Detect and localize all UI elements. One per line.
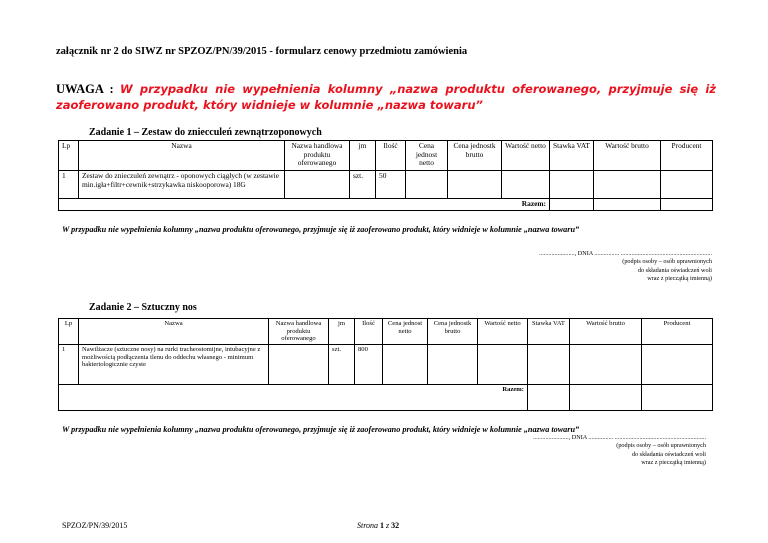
col-lp: Lp [59,141,79,171]
row-name: Zestaw do znieczuleń zewnątrz - oponowych ciągłych (w zestawie min.igła+filtr+cewnik+strzykawka niskooporowa) 18G [79,171,285,199]
task1-header-row [59,141,713,171]
table-row [59,171,713,199]
row-jm: szt. [329,345,355,385]
col-nazwa-handlowa: Nazwa handlowa produktu oferowanego [285,141,350,171]
col-lp: Lp [59,319,79,345]
footer-doc-id: SPZOZ/PN/39/2015 [62,521,128,530]
signature-block-2 [533,434,706,467]
page-current: 1 [380,521,385,530]
signature-date-line: ......................., DNIA ................ ........................................................... [539,250,712,257]
note-1: W przypadku nie wypełnienia kolumny „nazwa produktu oferowanego, przyjmuje się iż zaoferowano produkt, który widnieje w kolumnie „nazwa towaru” [62,225,580,234]
signature-line1: (podpis osoby – osób uprawnionych [622,258,712,266]
task1-title: Zadanie 1 – Zestaw do zniecculeń zewnątrzoponowych [89,127,322,138]
warning-notice [56,81,716,113]
document-title: załącznik nr 2 do SIWZ nr SPZOZ/PN/39/2015 - formularz cenowy przedmiotu zamówienia [56,46,468,57]
col-stawka-vat: Stawka VAT [550,141,594,171]
col-cena-netto: Cena jednost netto [383,319,428,345]
col-cena-brutto: Cena jednostk brutto [428,319,478,345]
note-2: W przypadku nie wypełnienia kolumny „nazwa produktu oferowanego, przyjmuje się iż zaoferowano produkt, który widnieje w kolumnie „nazwa towaru” [62,425,580,434]
signature-line2: do składania oświadczeń woli [631,450,706,458]
row-unit-net[interactable] [406,171,448,199]
page-total: 32 [391,521,400,530]
total-gross[interactable] [594,199,661,211]
row-vat[interactable] [528,345,570,385]
row-vat[interactable] [550,171,594,199]
footer-page-number [357,521,399,530]
col-nazwa: Nazwa [79,141,285,171]
table-row [59,345,713,385]
total-vat [528,385,570,411]
row-lp: 1 [59,171,79,199]
col-wartosc-brutto: Wartość brutto [570,319,642,345]
row-qty: 50 [376,171,406,199]
row-lp: 1 [59,345,79,385]
task1-total-row [59,199,713,211]
row-trade-name[interactable] [285,171,350,199]
total-producer [642,385,713,411]
total-vat [550,199,594,211]
col-producent: Producent [661,141,713,171]
col-wartosc-netto: Wartość netto [478,319,528,345]
task2-table [58,318,713,411]
row-value-gross[interactable] [570,345,642,385]
signature-date-line: ......................., DNIA ................ ........................................................... [533,434,706,441]
col-cena-brutto: Cena jednostk brutto [448,141,502,171]
total-label: Razem: [59,199,550,211]
row-producer[interactable] [642,345,713,385]
total-label: Razem: [59,385,528,411]
row-unit-gross[interactable] [428,345,478,385]
task2-total-row [59,385,713,411]
col-ilosc: Ilość [376,141,406,171]
task2-title: Zadanie 2 – Sztuczny nos [89,302,197,313]
signature-block-1 [539,250,712,283]
row-qty: 800 [355,345,383,385]
col-nazwa-handlowa: Nazwa handlowa produktu oferowanego [269,319,329,345]
total-gross[interactable] [570,385,642,411]
page-sep: z [384,521,392,530]
task2-header-row [59,319,713,345]
col-wartosc-brutto: Wartość brutto [594,141,661,171]
col-wartosc-netto: Wartość netto [502,141,550,171]
signature-line3: wraz z pieczątką imienną) [647,274,712,282]
task1-table [58,140,713,211]
total-producer [661,199,713,211]
col-stawka-vat: Stawka VAT [528,319,570,345]
row-name: Nawilżacze (sztuczne nosy) na rurki tracheostomijne, intubacyjne z możliwością podłączenia tlenu do oddechu własnego - minimum bakteriologicznie czyste [79,345,269,385]
row-value-net[interactable] [478,345,528,385]
row-jm: szt. [350,171,376,199]
warning-text: W przypadku nie wypełnienia kolumny „nazwa produktu oferowanego, przyjmuje się iż zaoferowano produkt, który widnieje w kolumnie „nazwa towaru” [56,82,716,112]
row-unit-gross[interactable] [448,171,502,199]
signature-line2: do składania oświadczeń woli [637,266,712,274]
page-prefix: Strona [357,521,381,530]
row-value-gross[interactable] [594,171,661,199]
row-value-net[interactable] [502,171,550,199]
row-trade-name[interactable] [269,345,329,385]
col-cena-netto: Cena jednost netto [406,141,448,171]
row-unit-net[interactable] [383,345,428,385]
col-producent: Producent [642,319,713,345]
signature-line3: wraz z pieczątką imienną) [641,458,706,466]
col-jm: jm [329,319,355,345]
col-jm: jm [350,141,376,171]
col-ilosc: Ilość [355,319,383,345]
warning-lead: UWAGA : [56,82,120,96]
col-nazwa: Nazwa [79,319,269,345]
signature-line1: (podpis osoby – osób uprawnionych [616,442,706,450]
row-producer[interactable] [661,171,713,199]
